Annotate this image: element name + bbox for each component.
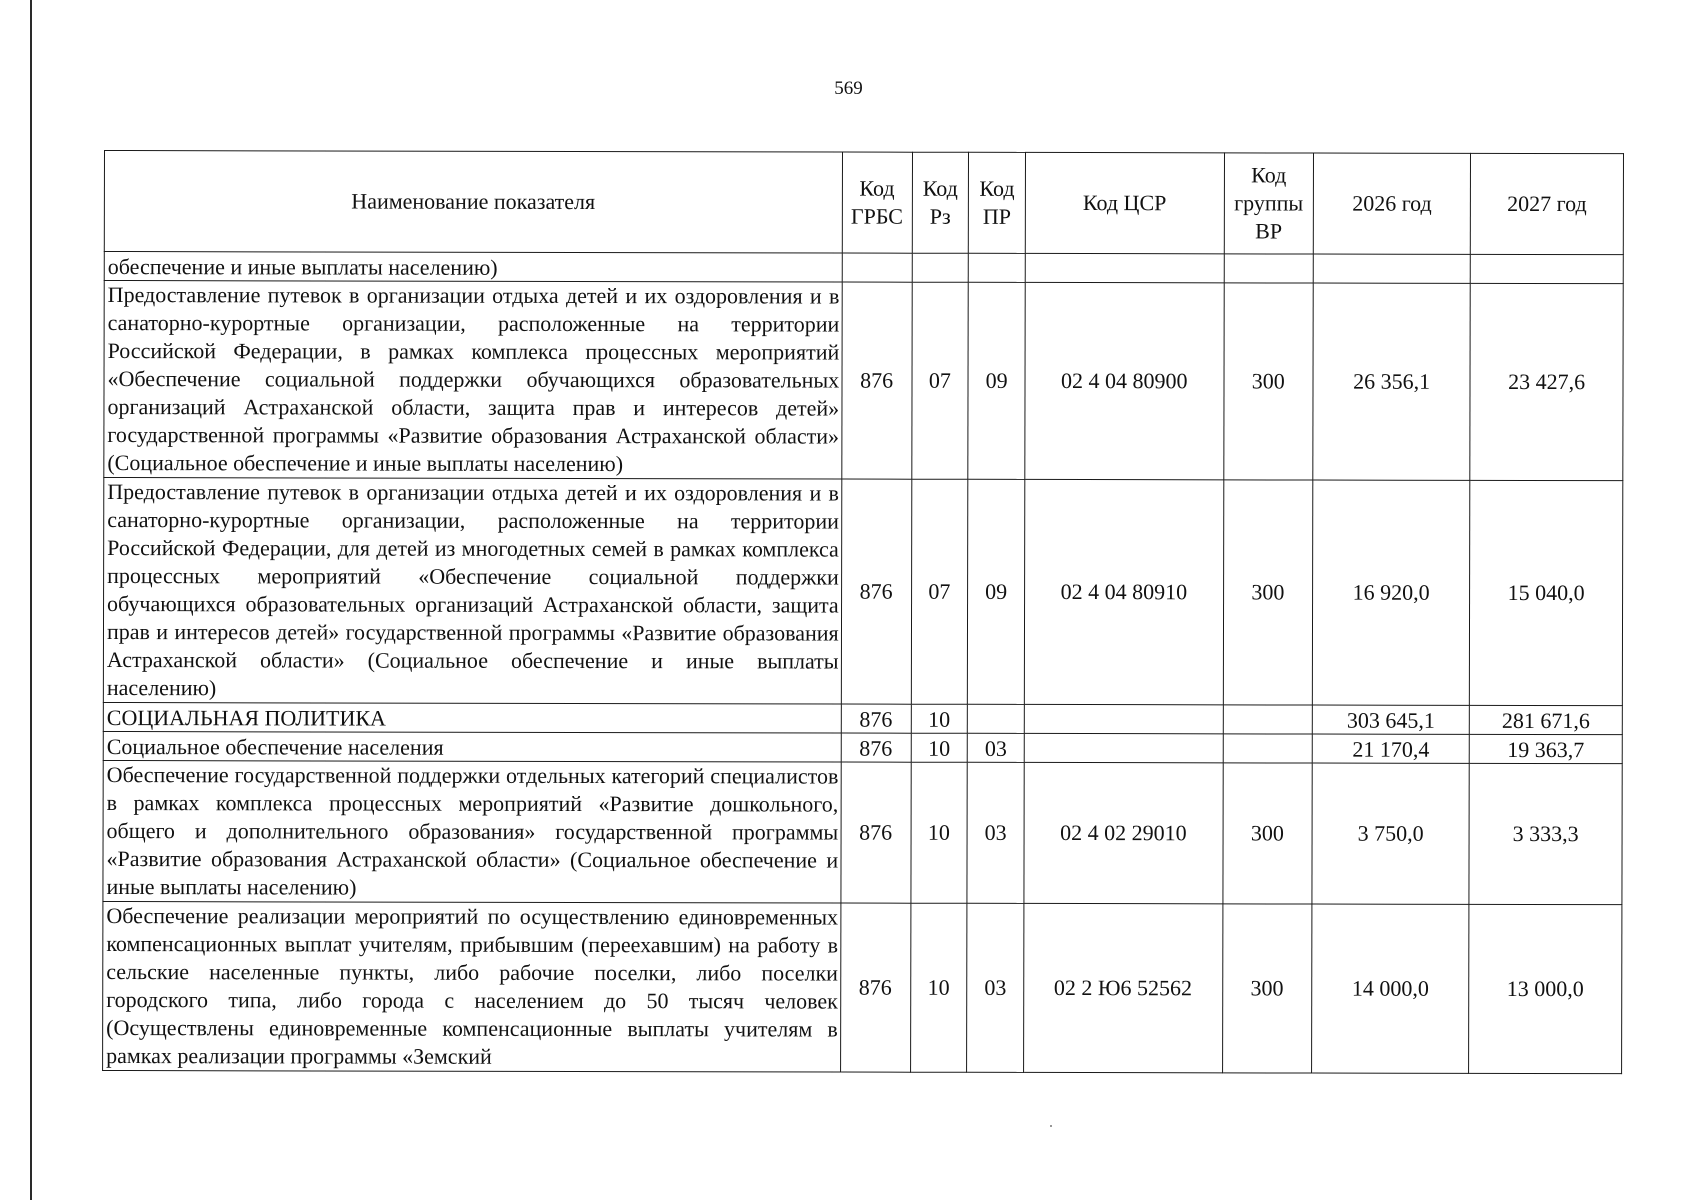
row-2026: 26 356,1: [1313, 283, 1471, 480]
header-pr: Код ПР: [969, 152, 1026, 253]
row-csr: [1025, 253, 1224, 282]
row-2027: 15 040,0: [1469, 480, 1622, 705]
header-2026: 2026 год: [1313, 153, 1470, 254]
header-rz: Код Рз: [912, 152, 969, 253]
row-csr: 02 2 Ю6 52562: [1024, 903, 1223, 1072]
row-pr: [968, 704, 1025, 733]
budget-table-container: [102, 150, 1624, 1074]
row-pr: 09: [968, 282, 1025, 479]
table-header: [104, 151, 1623, 255]
row-csr: 02 4 04 80900: [1025, 282, 1224, 479]
row-rz: 10: [910, 762, 967, 903]
row-2026: 14 000,0: [1312, 904, 1469, 1073]
table-row: [104, 252, 1623, 284]
budget-table: [102, 150, 1624, 1074]
row-pr: [968, 253, 1025, 282]
row-vr: 300: [1222, 763, 1312, 904]
row-2027: [1470, 254, 1623, 283]
page-number: 569: [834, 78, 863, 99]
row-name: Обеспечение государственной поддержки отдельных категорий специалистов в рамках комплекса процессных мероприятий «Развитие дошкольного, общего и дополнительного образования» государственной программы «Развитие образования Астраханской области» (Социальное обеспечение и иные выплаты населению): [103, 760, 841, 903]
row-csr: 02 4 04 80910: [1024, 479, 1223, 704]
header-csr: Код ЦСР: [1025, 152, 1224, 253]
row-vr: 300: [1222, 904, 1312, 1073]
row-rz: [912, 253, 969, 282]
row-2026: 21 170,4: [1312, 734, 1469, 763]
row-2027: 281 671,6: [1469, 705, 1622, 734]
row-grbs: 876: [841, 704, 911, 733]
row-grbs: 876: [840, 903, 910, 1072]
row-name: Предоставление путевок в организации отдыха детей и их оздоровления и в санаторно-курортные организации, расположенные на территории Российской Федерации, для детей из многодетных семей в рамках комплекса процессных мероприятий «Обеспечение социальной поддержки обучающихся образовательных организаций Астраханской области, защита прав и интересов детей» государственной программы «Развитие образования Астраханской области» (Социальное обеспечение и иные выплаты населению): [103, 478, 841, 705]
row-2026: 303 645,1: [1312, 705, 1469, 734]
row-pr: 03: [967, 762, 1024, 903]
row-2027: 3 333,3: [1469, 763, 1622, 904]
row-2026: [1313, 254, 1470, 283]
row-pr: 09: [968, 479, 1025, 704]
row-csr: 02 4 02 29010: [1024, 762, 1223, 903]
row-rz: 07: [911, 282, 968, 479]
row-rz: 07: [911, 479, 968, 704]
row-name: обеспечение и иные выплаты населению): [104, 252, 842, 283]
table-row: [103, 731, 1622, 763]
row-grbs: 876: [841, 733, 911, 762]
row-grbs: [842, 253, 912, 282]
row-name: Предоставление путевок в организации отдыха детей и их оздоровления и в санаторно-курортные организации, расположенные на территории Российской Федерации, в рамках комплекса процессных мероприятий «Обеспечение социальной поддержки обучающихся образовательных организаций Астраханской области, защита прав и интересов детей» государственной программы «Развитие образования Астраханской области» (Социальное обеспечение и иные выплаты населению): [104, 281, 842, 480]
header-grbs: Код ГРБС: [842, 152, 912, 253]
row-vr: 300: [1223, 283, 1313, 480]
row-2026: 16 920,0: [1312, 480, 1470, 705]
table-row: [103, 901, 1622, 1073]
table-body: [103, 252, 1624, 1074]
row-name: СОЦИАЛЬНАЯ ПОЛИТИКА: [103, 702, 841, 733]
row-grbs: 876: [841, 282, 911, 479]
row-pr: 03: [967, 733, 1024, 762]
header-2027: 2027 год: [1470, 153, 1623, 254]
row-2027: 23 427,6: [1470, 283, 1623, 480]
row-name: Обеспечение реализации мероприятий по осуществлению единовременных компенсационных выплат учителям, прибывшим (переехавшим) на работу в сельские населенные пункты, либо рабочие поселки, либо поселки городского типа, либо города с населением до 50 тысяч человек (Осуществлены единовременные компенсационные выплаты учителям в рамках реализации программы «Земский: [103, 901, 841, 1072]
header-name: Наименование показателя: [104, 151, 842, 254]
row-csr: [1024, 733, 1223, 762]
row-csr: [1024, 704, 1223, 733]
table-row: [104, 281, 1623, 481]
row-vr: [1223, 705, 1313, 734]
table-row: [103, 760, 1622, 904]
table-row: [103, 702, 1622, 734]
row-vr: [1224, 254, 1314, 283]
row-2026: 3 750,0: [1312, 763, 1469, 904]
row-vr: [1223, 734, 1313, 763]
row-vr: 300: [1223, 480, 1313, 705]
scan-speck: [1050, 1125, 1052, 1127]
row-rz: 10: [911, 704, 968, 733]
row-2027: 13 000,0: [1469, 904, 1622, 1073]
row-pr: 03: [967, 903, 1024, 1072]
scan-border-line: [30, 0, 32, 1200]
header-vr: Код группы ВР: [1224, 153, 1314, 254]
row-grbs: 876: [841, 762, 911, 903]
row-grbs: 876: [841, 479, 911, 704]
row-2027: 19 363,7: [1469, 734, 1622, 763]
header-row: [104, 151, 1623, 255]
row-rz: 10: [910, 903, 967, 1072]
row-name: Социальное обеспечение населения: [103, 731, 841, 762]
row-rz: 10: [911, 733, 968, 762]
table-row: [103, 478, 1622, 706]
